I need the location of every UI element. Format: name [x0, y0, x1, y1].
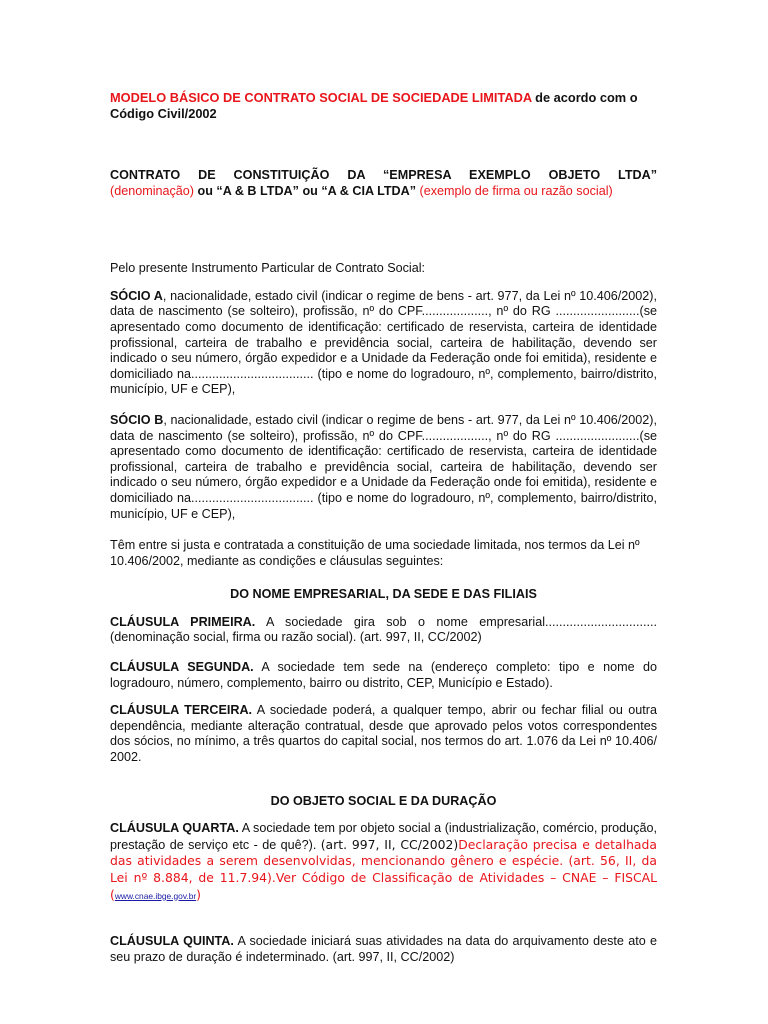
- document-title: [110, 90, 657, 122]
- socio-a-label: SÓCIO A: [110, 288, 163, 303]
- socio-a-text: , nacionalidade, estado civil (indicar o regime de bens - art. 977, da Lei nº 10.406/2002), data de nascimento (se solteiro), profissão, nº do CPF..................., nº do RG ........................(se apresentado como documento de identificação: certificado de reservista, carteira de identidade profissional, carteira de trabalho e previdência social, carteira de habilitação, devendo ser indicado o seu número, órgão expedidor e a Unidade da Federação onde foi emitida), residente e domiciliado na................................... (tipo e nome do logradouro, nº, complemento, bairro/distrito, município, UF e CEP),: [110, 288, 657, 397]
- clausula-quarta-red-note: Declaração precisa e detalhada das atividades a serem desenvolvidas, mencionando gênero e espécie. (art. 56, II, da Lei nº 8.884, de 11.7.94).Ver Código de Classificação de Atividades – CNAE – FISCAL (: [110, 836, 657, 902]
- clausula-quarta-label: CLÁUSULA QUARTA.: [110, 821, 239, 836]
- clausula-terceira-text: A sociedade poderá, a qualquer tempo, abrir ou fechar filial ou outra dependência, mediante alteração contratual, desde que aprovado pelos votos correspondentes dos sócios, no mínimo, a três quartos do capital social, nos termos do art. 1.076 da Lei nº 10.406/ 2002.: [110, 703, 657, 765]
- clausula-quinta-text: A sociedade iniciará suas atividades na data do arquivamento deste ato e seu prazo de duração é indeterminado. (art. 997, II, CC/2002): [110, 934, 657, 964]
- clausula-primeira-text: A sociedade gira sob o nome empresarial................................ (denominação social, firma ou razão social). (art. 997, II, CC/2002): [110, 614, 657, 645]
- socio-b-label: SÓCIO B: [110, 412, 164, 427]
- clausula-primeira-label: CLÁUSULA PRIMEIRA.: [110, 614, 256, 629]
- title-black: de acordo com o Código Civil/2002: [110, 90, 638, 121]
- clausula-primeira: [110, 615, 657, 646]
- cnae-link[interactable]: www.cnae.ibge.gov.br: [114, 890, 197, 901]
- firma-exemplos: ou “A & B LTDA” ou “A & CIA LTDA”: [194, 183, 420, 198]
- constituicao-heading: [110, 168, 657, 199]
- clausula-quarta-text: A sociedade tem por objeto social a (industrialização, comércio, produção, prestação de serviço etc - de quê?).: [110, 821, 657, 852]
- section-heading-objeto: DO OBJETO SOCIAL E DA DURAÇÃO: [270, 793, 497, 808]
- contract-body: [110, 90, 657, 965]
- section-heading-nome: DO NOME EMPRESARIAL, DA SEDE E DAS FILIAIS: [230, 587, 537, 602]
- clausula-quinta: [110, 934, 657, 965]
- acordo-paragraph: Têm entre si justa e contratada a constituição de uma sociedade limitada, nos termos da Lei nº 10.406/2002, mediante as condições e cláusulas seguintes:: [110, 538, 640, 568]
- constituicao-title: CONTRATO DE CONSTITUIÇÃO DA “EMPRESA EXEMPLO OBJETO LTDA”: [110, 168, 657, 182]
- clausula-terceira: [110, 703, 657, 765]
- clausula-quarta: [110, 821, 657, 904]
- socio-b-paragraph: [110, 413, 657, 522]
- socio-a-paragraph: [110, 289, 657, 398]
- exemplo-label: (exemplo de firma ou razão social): [419, 183, 613, 198]
- clausula-segunda: [110, 660, 657, 691]
- intro-paragraph: Pelo presente Instrumento Particular de Contrato Social:: [110, 261, 426, 276]
- title-red: MODELO BÁSICO DE CONTRATO SOCIAL DE SOCIEDADE LIMITADA: [110, 90, 532, 105]
- clausula-quinta-label: CLÁUSULA QUINTA.: [110, 934, 234, 949]
- denominacao-label: (denominação): [110, 183, 195, 198]
- clausula-quarta-ref: (art. 997, II, CC/2002): [320, 836, 459, 852]
- clausula-terceira-label: CLÁUSULA TERCEIRA.: [110, 703, 253, 718]
- clausula-segunda-text: A sociedade tem sede na (endereço completo: tipo e nome do logradouro, número, complemento, bairro ou distrito, CEP, Município e Estado).: [110, 660, 657, 690]
- clausula-segunda-label: CLÁUSULA SEGUNDA.: [110, 660, 254, 675]
- clausula-quarta-close: ): [196, 886, 201, 902]
- socio-b-text: , nacionalidade, estado civil (indicar o regime de bens - art. 977, da Lei nº 10.406/2002), data de nascimento (se solteiro), profissão, nº do CPF..................., nº do RG ........................(se apresentado como documento de identificação: certificado de reservista, carteira de identidade profissional, carteira de trabalho e previdência social, carteira de habilitação, devendo ser indicado o seu número, órgão expedidor e a Unidade da Federação onde foi emitida), residente e domiciliado na................................... (tipo e nome do logradouro, nº, complemento, bairro/distrito, município, UF e CEP),: [110, 412, 657, 521]
